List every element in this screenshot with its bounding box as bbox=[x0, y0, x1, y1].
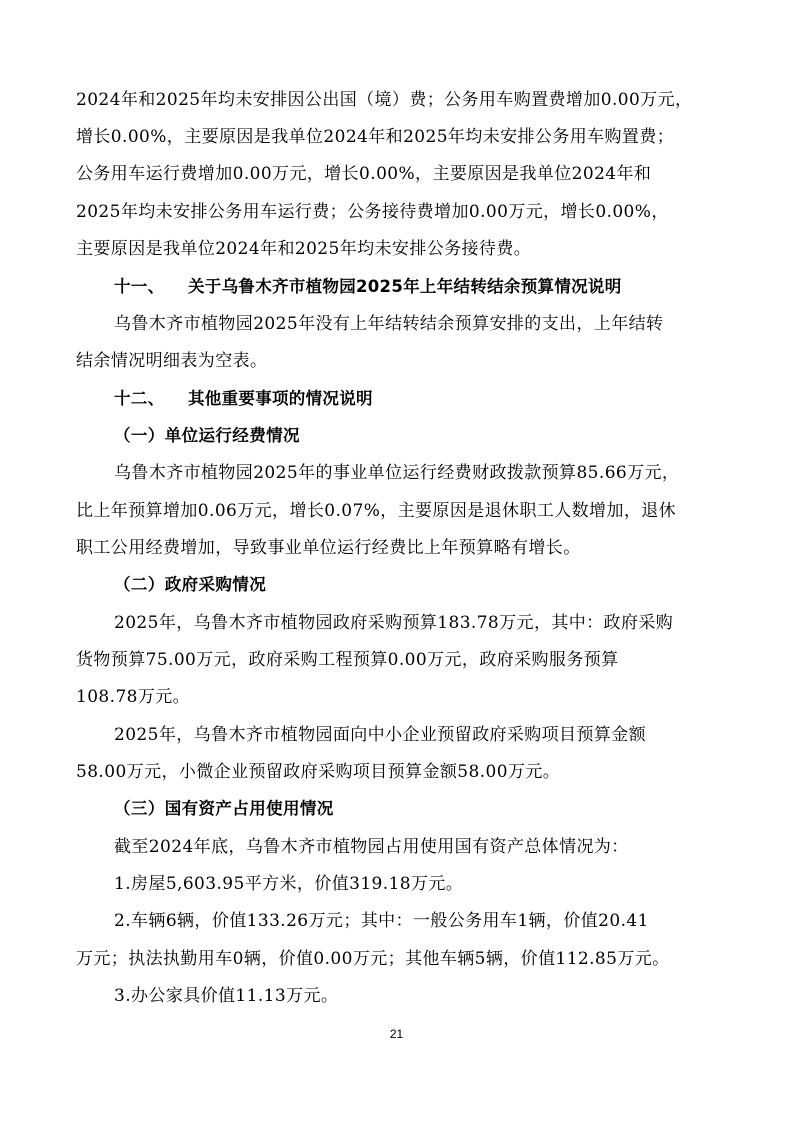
section-title: 关于乌鲁木齐市植物园2025年上年结转结余预算情况说明 bbox=[188, 277, 622, 296]
body-text-line: 结余情况明细表为空表。 bbox=[76, 351, 268, 371]
subsection-heading: （二）政府采购情况 bbox=[114, 575, 267, 594]
section-heading-12 bbox=[114, 387, 373, 411]
body-text-line: 公务用车运行费增加0.00万元，增长0.00%，主要原因是我单位2024年和 bbox=[76, 164, 652, 184]
subsection-heading: （一）单位运行经费情况 bbox=[114, 426, 300, 445]
section-title: 其他重要事项的情况说明 bbox=[188, 389, 373, 408]
body-text-line: 乌鲁木齐市植物园2025年没有上年结转结余预算安排的支出，上年结转 bbox=[114, 314, 664, 334]
body-text-line: 乌鲁木齐市植物园2025年的事业单位运行经费财政拨款预算85.66万元， bbox=[114, 463, 680, 483]
body-text-line: 职工公用经费增加，导致事业单位运行经费比上年预算略有增长。 bbox=[76, 538, 581, 558]
body-text-line: 2024年和2025年均未安排因公出国（境）费；公务用车购置费增加0.00万元， bbox=[76, 90, 693, 110]
body-text-line: 货物预算75.00万元，政府采购工程预算0.00万元，政府采购服务预算 bbox=[76, 650, 619, 670]
body-text-line: 2025年，乌鲁木齐市植物园面向中小企业预留政府采购项目预算金额 bbox=[114, 725, 647, 745]
body-text-line: 比上年预算增加0.06万元，增长0.07%，主要原因是退休职工人数增加，退休 bbox=[76, 501, 677, 521]
subsection-heading: （三）国有资产占用使用情况 bbox=[114, 799, 334, 818]
list-item: 2.车辆6辆，价值133.26万元；其中：一般公务用车1辆，价值20.41 bbox=[114, 911, 649, 931]
section-heading-11 bbox=[114, 275, 622, 299]
body-text-line: 主要原因是我单位2024年和2025年均未安排公务接待费。 bbox=[76, 239, 532, 259]
body-text-line: 截至2024年底，乌鲁木齐市植物园占用使用国有资产总体情况为： bbox=[114, 837, 629, 857]
list-item-continued: 万元；执法执勤用车0辆，价值0.00万元；其他车辆5辆，价值112.85万元。 bbox=[76, 949, 670, 969]
list-item: 3.办公家具价值11.13万元。 bbox=[114, 986, 339, 1006]
section-number: 十二、 bbox=[114, 389, 165, 408]
body-text-line: 2025年，乌鲁木齐市植物园政府采购预算183.78万元，其中：政府采购 bbox=[114, 613, 674, 633]
body-text-line: 58.00万元，小微企业预留政府采购项目预算金额58.00万元。 bbox=[76, 762, 561, 782]
list-item: 1.房屋5,603.95平方米，价值319.18万元。 bbox=[114, 874, 464, 894]
body-text-line: 2025年均未安排公务用车运行费；公务接待费增加0.00万元，增长0.00%， bbox=[76, 202, 669, 222]
page-number: 21 bbox=[389, 1027, 404, 1041]
section-number: 十一、 bbox=[114, 277, 165, 296]
body-text-line: 108.78万元。 bbox=[76, 687, 191, 707]
body-text-line: 增长0.00%，主要原因是我单位2024年和2025年均未安排公务用车购置费； bbox=[76, 127, 675, 147]
